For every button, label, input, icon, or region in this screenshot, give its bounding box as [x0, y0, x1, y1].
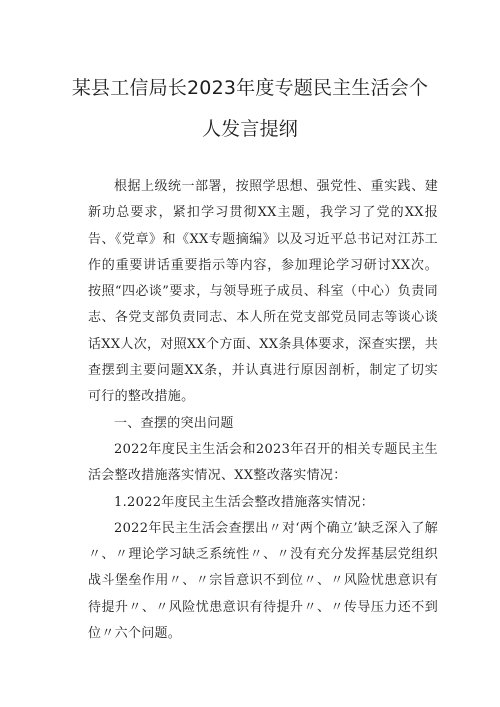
- section-heading: 一、查摆的突出问题: [114, 415, 234, 431]
- paragraph-problems: 2022年民主生活会查摆出〃对‘两个确立’缺乏深入了解〃、〃理论学习缺乏系统性〃、〃没有充分发挥基层党组织战斗堡垒作用〃、〃宗旨意识不到位〃、〃风险忧患意识有待提升〃、〃风险忧患意识有待提升〃、〃传导压力还不到位〃六个问题。: [88, 520, 438, 642]
- sub-heading: 1.2022年度民主生活会整改措施落实情况：: [114, 494, 375, 510]
- paragraph-intro: 根据上级统一部署，按照学思想、强党性、重实践、建新功总要求，紧扣学习贯彻XX主题，我学习了党的XX报告、《党章》和《XX专题摘编》以及习近平总书记对江苏工作的重要讲话重要指示等内容，参加理论学习研讨XX次。按照“四必谈”要求，与领导班子成员、科室（中心）负责同志、各党支部负责同志、本人所在党支部党员同志等谈心谈话XX人次，对照XX个方面、XX条具体要求，深查实摆，共查摆到主要问题XX条，并认真进行原因剖析，制定了切实可行的整改措施。: [88, 179, 438, 405]
- document-body: [88, 174, 438, 647]
- document-title-line-1: 某县工信局长2023年度专题民主生活会个: [71, 77, 429, 99]
- paragraph-rectification: 2022年度民主生活会和2023年召开的相关专题民主生活会整改措施落实情况、XX整改落实情况：: [88, 441, 438, 484]
- document-title-line-2: 人发言提纲: [201, 118, 298, 140]
